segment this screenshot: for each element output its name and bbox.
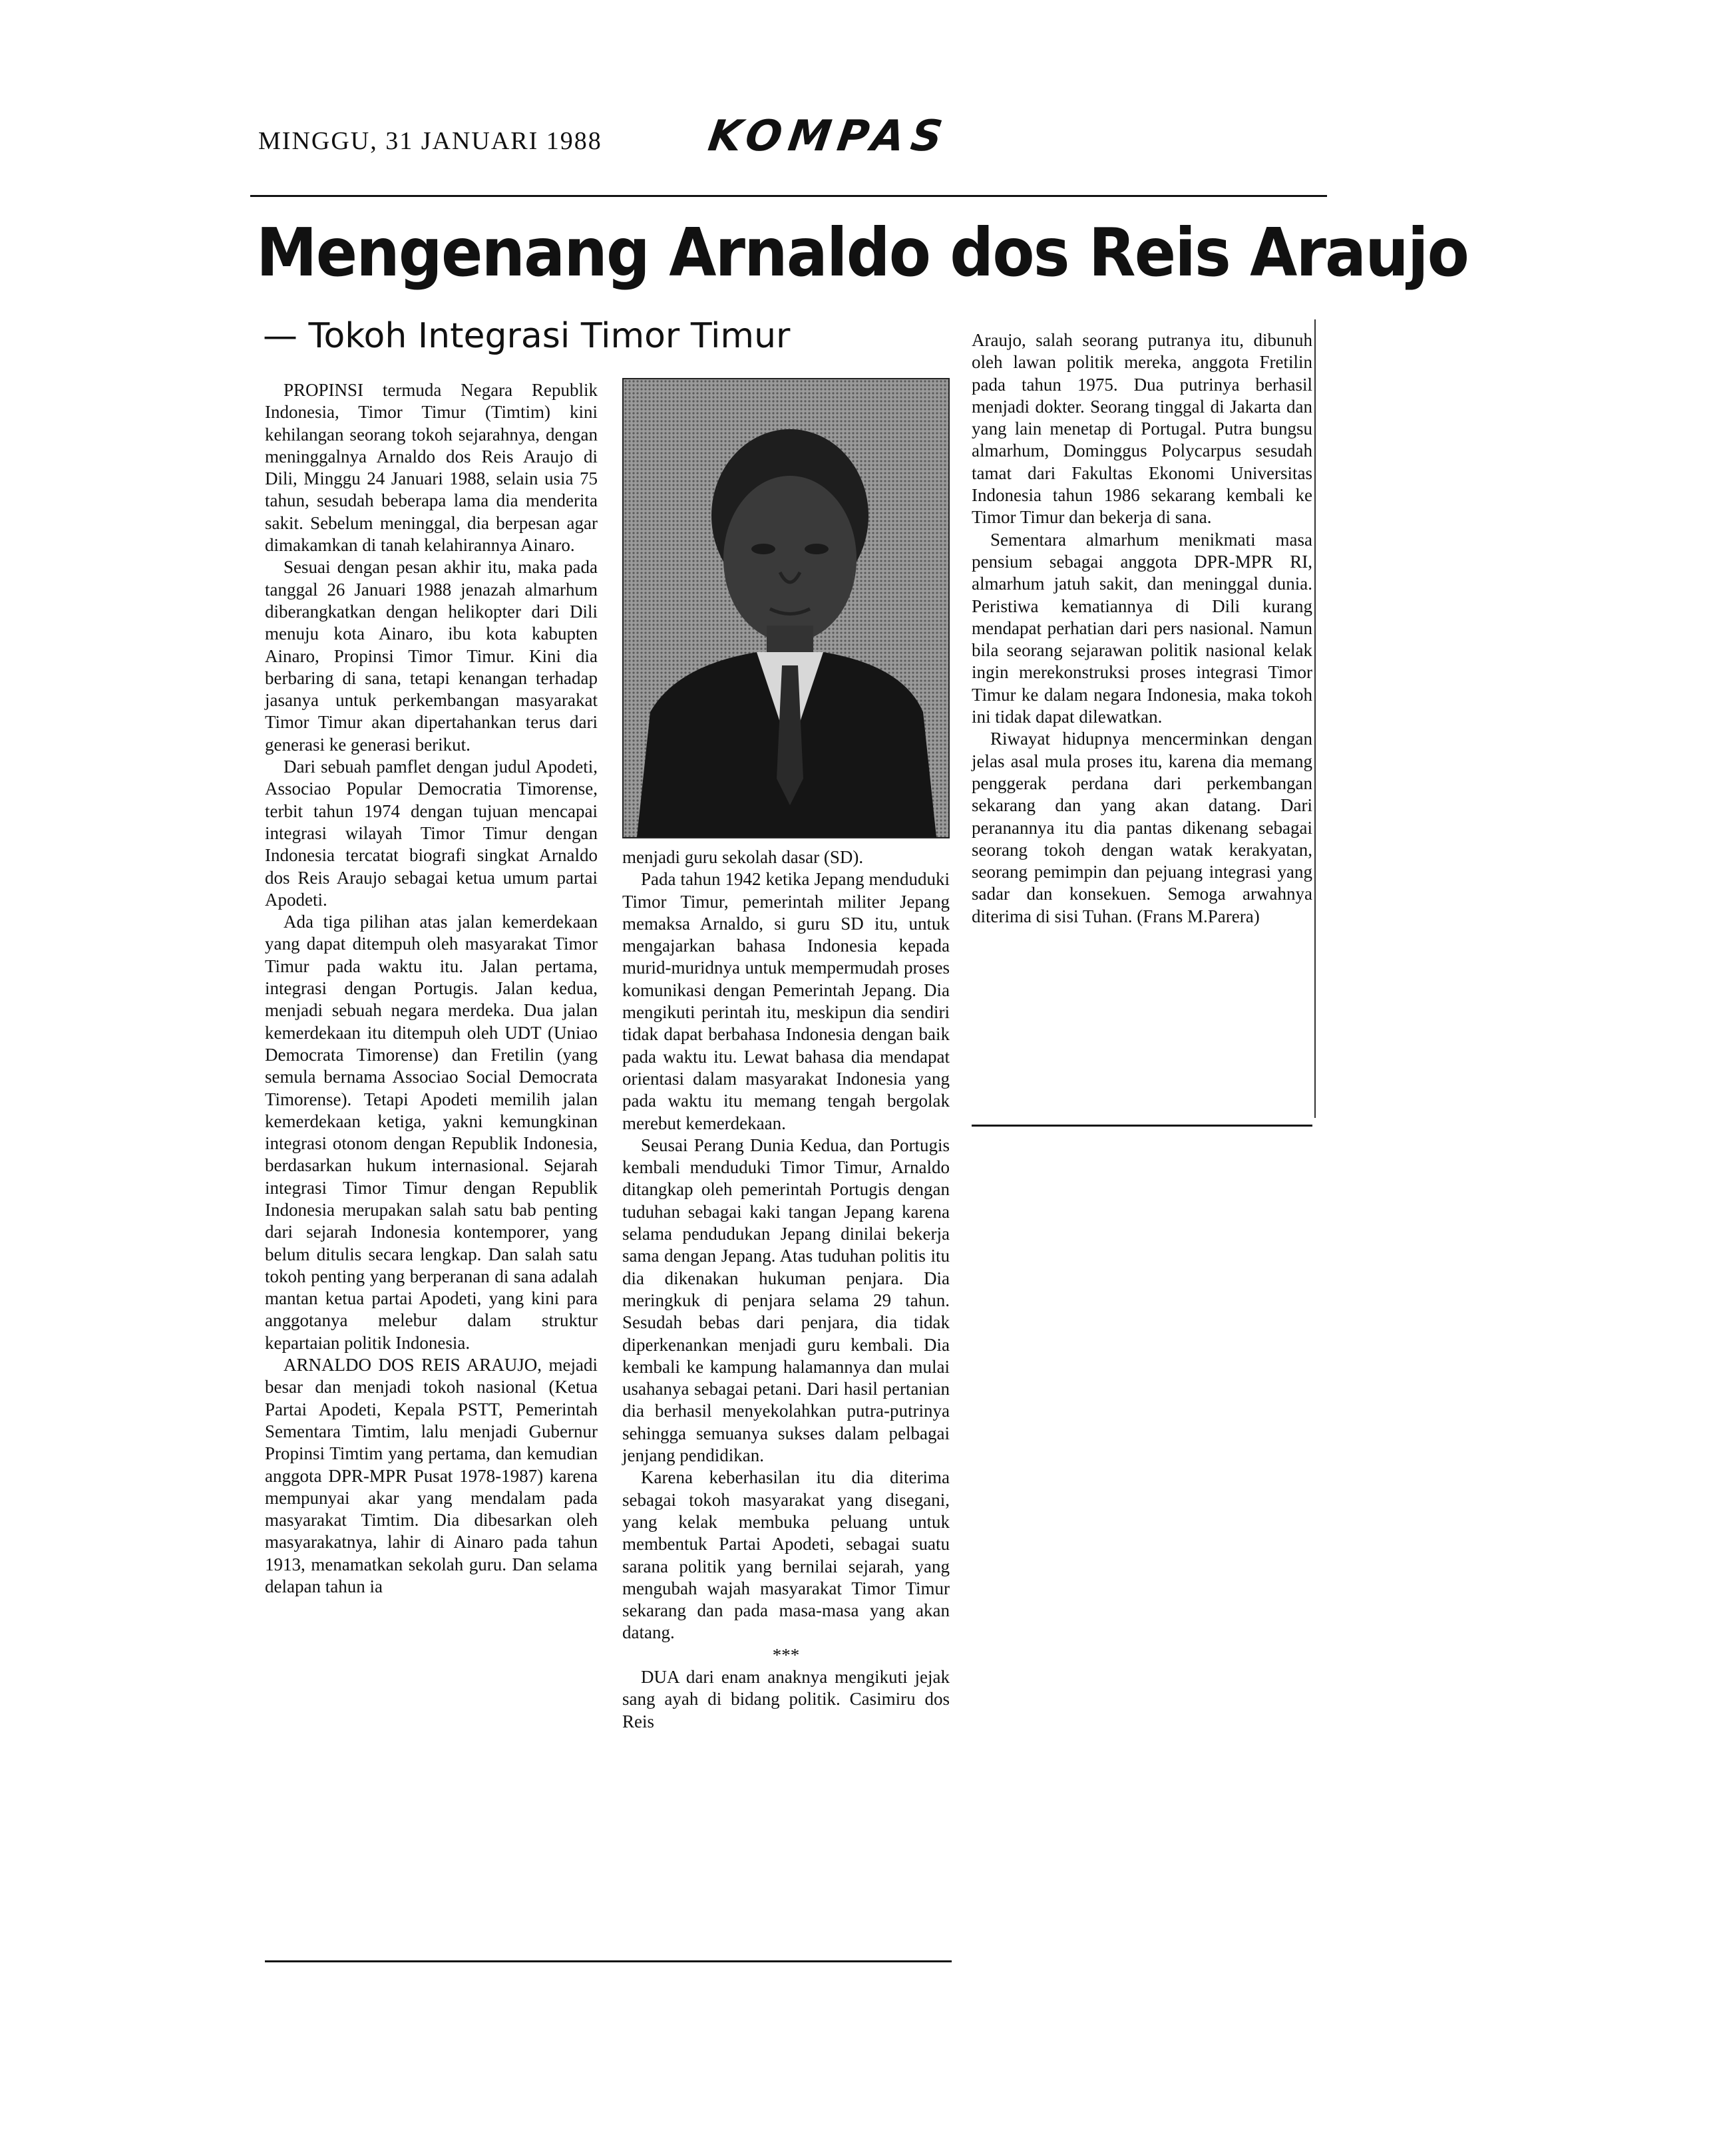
article-column-1 [265,379,598,1598]
newspaper-logo: KOMPAS [705,112,952,161]
paragraph: Ada tiga pilihan atas jalan kemerdekaan yang dapat ditempuh oleh masyarakat Timor Timur pada waktu itu. Jalan pertama, integrasi dengan Portugis. Jalan kedua, menjadi sebuah negara merdeka. Dua jalan kemerdekaan itu ditempuh oleh UDT (Uniao Democrata Timorense) dan Fretilin (yang semula bernama Associao Social Democrata Timorense). Tetapi Apodeti memilih jalan kemerdekaan ketiga, yakni kemungkinan integrasi otonom dengan Republik Indonesia, berdasarkan hukum internasional. Sejarah integrasi Timor Timur dengan Republik Indonesia merupakan salah satu bab penting dari sejarah Indonesia kontemporer, yang belum ditulis secara lengkap. Dan salah satu tokoh penting yang berperanan di sana adalah mantan ketua partai Apodeti, yang kini para anggotanya melebur dalam struktur kepartaian politik Indonesia. [265,912,598,1353]
article-column-3 [972,329,1312,928]
paragraph: Sementara almarhum menikmati masa pensium sebagai anggota DPR-MPR RI, almarhum jatuh sakit, dan meninggal dunia. Peristiwa kematiannya di Dili kurang mendapat perhatian dari pers nasional. Namun bila seorang sejarawan politik nasional kelak ingin merekonstruksi proses integrasi Timor Timur ke dalam negara Indonesia, maka tokoh ini tidak dapat dilewatkan. [972,529,1312,727]
paragraph: Riwayat hidupnya mencerminkan dengan jelas asal mula proses itu, karena dia memang penggerak perdana dari perkembangan sekarang dan yang akan datang. Dari peranannya itu dia pantas dikenang sebagai seorang tokoh dengan watak kerakyatan, seorang pemimpin dan pejuang integrasi yang sadar dan konsekuen. Semoga arwahnya diterima di sisi Tuhan. (Frans M.Parera) [972,729,1312,926]
header-rule [250,195,1327,197]
paragraph: Seusai Perang Dunia Kedua, dan Portugis kembali menduduki Timor Timur, Arnaldo ditangkap oleh pemerintah Portugis dengan tuduhan sebagai kaki tangan Jepang karena selama pendudukan Jepang dinilai bekerja sama dengan Jepang. Atas tuduhan politis itu dia dikenakan hukuman penjara. Dia meringkuk di penjara selama 29 tahun. Sesudah bebas dari penjara, dia tidak diperkenankan menjadi guru kembali. Dia kembali ke kampung halamannya dan mulai usahanya sebagai petani. Dari hasil pertanian dia berhasil menyekolahkan putra-putrinya sehingga semuanya sukses dalam pelbagai jenjang pendidikan. [622,1135,950,1466]
article-end-rule [972,1125,1312,1127]
article-bottom-rule [265,1960,952,1962]
paragraph: Araujo, salah seorang putranya itu, dibunuh oleh lawan politik mereka, anggota Fretilin pada tahun 1975. Dua putrinya berhasil menjadi dokter. Seorang tinggal di Jakarta dan yang lain menetap di Portugal. Putra bungsu almarhum, Dominggus Polycarpus sesudah tamat dari Fakultas Ekonomi Universitas Indonesia tahun 1986 sekarang kembali ke Timor Timur dan bekerja di sana. [972,330,1312,528]
paragraph: Pada tahun 1942 ketika Jepang menduduki Timor Timur, pemerintah militer Jepang memaksa Arnaldo, si guru SD itu, untuk mengajarkan bahasa Indonesia kepada murid-muridnya untuk mempermudah proses komunikasi dengan Pemerintah Jepang. Dia mengikuti perintah itu, meskipun dia sendiri tidak dapat berbahasa Indonesia dengan baik pada waktu itu. Lewat bahasa dia mendapat orientasi dalam masyarakat Indonesia yang pada waktu itu memang tengah bergolak merebut kemerdekaan. [622,869,950,1133]
section-separator: *** [772,1644,800,1665]
issue-date: MINGGU, 31 JANUARI 1988 [258,127,602,155]
article-subheadline: — Tokoh Integrasi Timor Timur [263,316,791,356]
article-headline: Mengenang Arnaldo dos Reis Araujo [256,214,1469,291]
paragraph: DUA dari enam anaknya mengikuti jejak sang ayah di bidang politik. Casimiru dos Reis [622,1666,950,1731]
paragraph: PROPINSI termuda Negara Republik Indonesia, Timor Timur (Timtim) kini kehilangan seorang tokoh sejarahnya, dengan meninggalnya Arnaldo dos Reis Araujo di Dili, Minggu 24 Januari 1988, selain usia 75 tahun, sesudah beberapa lama dia menderita sakit. Sebelum meninggal, dia berpesan agar dimakamkan di tanah kelahirannya Ainaro. [265,380,598,556]
paragraph: ARNALDO DOS REIS ARAUJO, mejadi besar dan menjadi tokoh nasional (Ketua Partai Apodeti, Kepala PSTT, Pemerintah Sementara Timtim, lalu menjadi Gubernur Propinsi Timtim yang pertama, dan kemudian anggota DPR-MPR Pusat 1978-1987) karena mempunyai akar yang mendalam pada masyarakat Timtim. Dia dibesarkan oleh masyarakatnya, lahir di Ainaro pada tahun 1913, menamatkan sekolah guru. Dan selama delapan tahun ia [265,1355,598,1597]
paragraph: menjadi guru sekolah dasar (SD). [622,847,864,867]
portrait-photo [622,378,950,838]
article-column-2 [622,846,950,1733]
paragraph: Sesuai dengan pesan akhir itu, maka pada tanggal 26 Januari 1988 jenazah almarhum diberangkatkan dengan helikopter dari Dili menuju kota Ainaro, ibu kota kabupten Ainaro, Propinsi Timor Timur. Kini dia berbaring di sana, tetapi kenangan terhadap jasanya untuk perkembangan masyarakat Timor Timur akan dipertahankan terus dari generasi ke generasi berikut. [265,557,598,755]
paragraph: Dari sebuah pamflet dengan judul Apodeti, Associao Popular Democratia Timorense, terbit tahun 1974 dengan tujuan mencapai integrasi wilayah Timor Timur dengan Indonesia tercatat biografi singkat Arnaldo dos Reis Araujo sebagai ketua umum partai Apodeti. [265,757,598,910]
paragraph: Karena keberhasilan itu dia diterima sebagai tokoh masyarakat yang disegani, yang kelak membuka peluang untuk membentuk Partai Apodeti, sebagai suatu sarana politik yang bernilai sejarah, yang mengubah wajah masyarakat Timor Timur sekarang dan pada masa-masa yang akan datang. [622,1467,950,1643]
portrait-photo-icon [624,379,948,837]
column-divider [1314,319,1316,1118]
